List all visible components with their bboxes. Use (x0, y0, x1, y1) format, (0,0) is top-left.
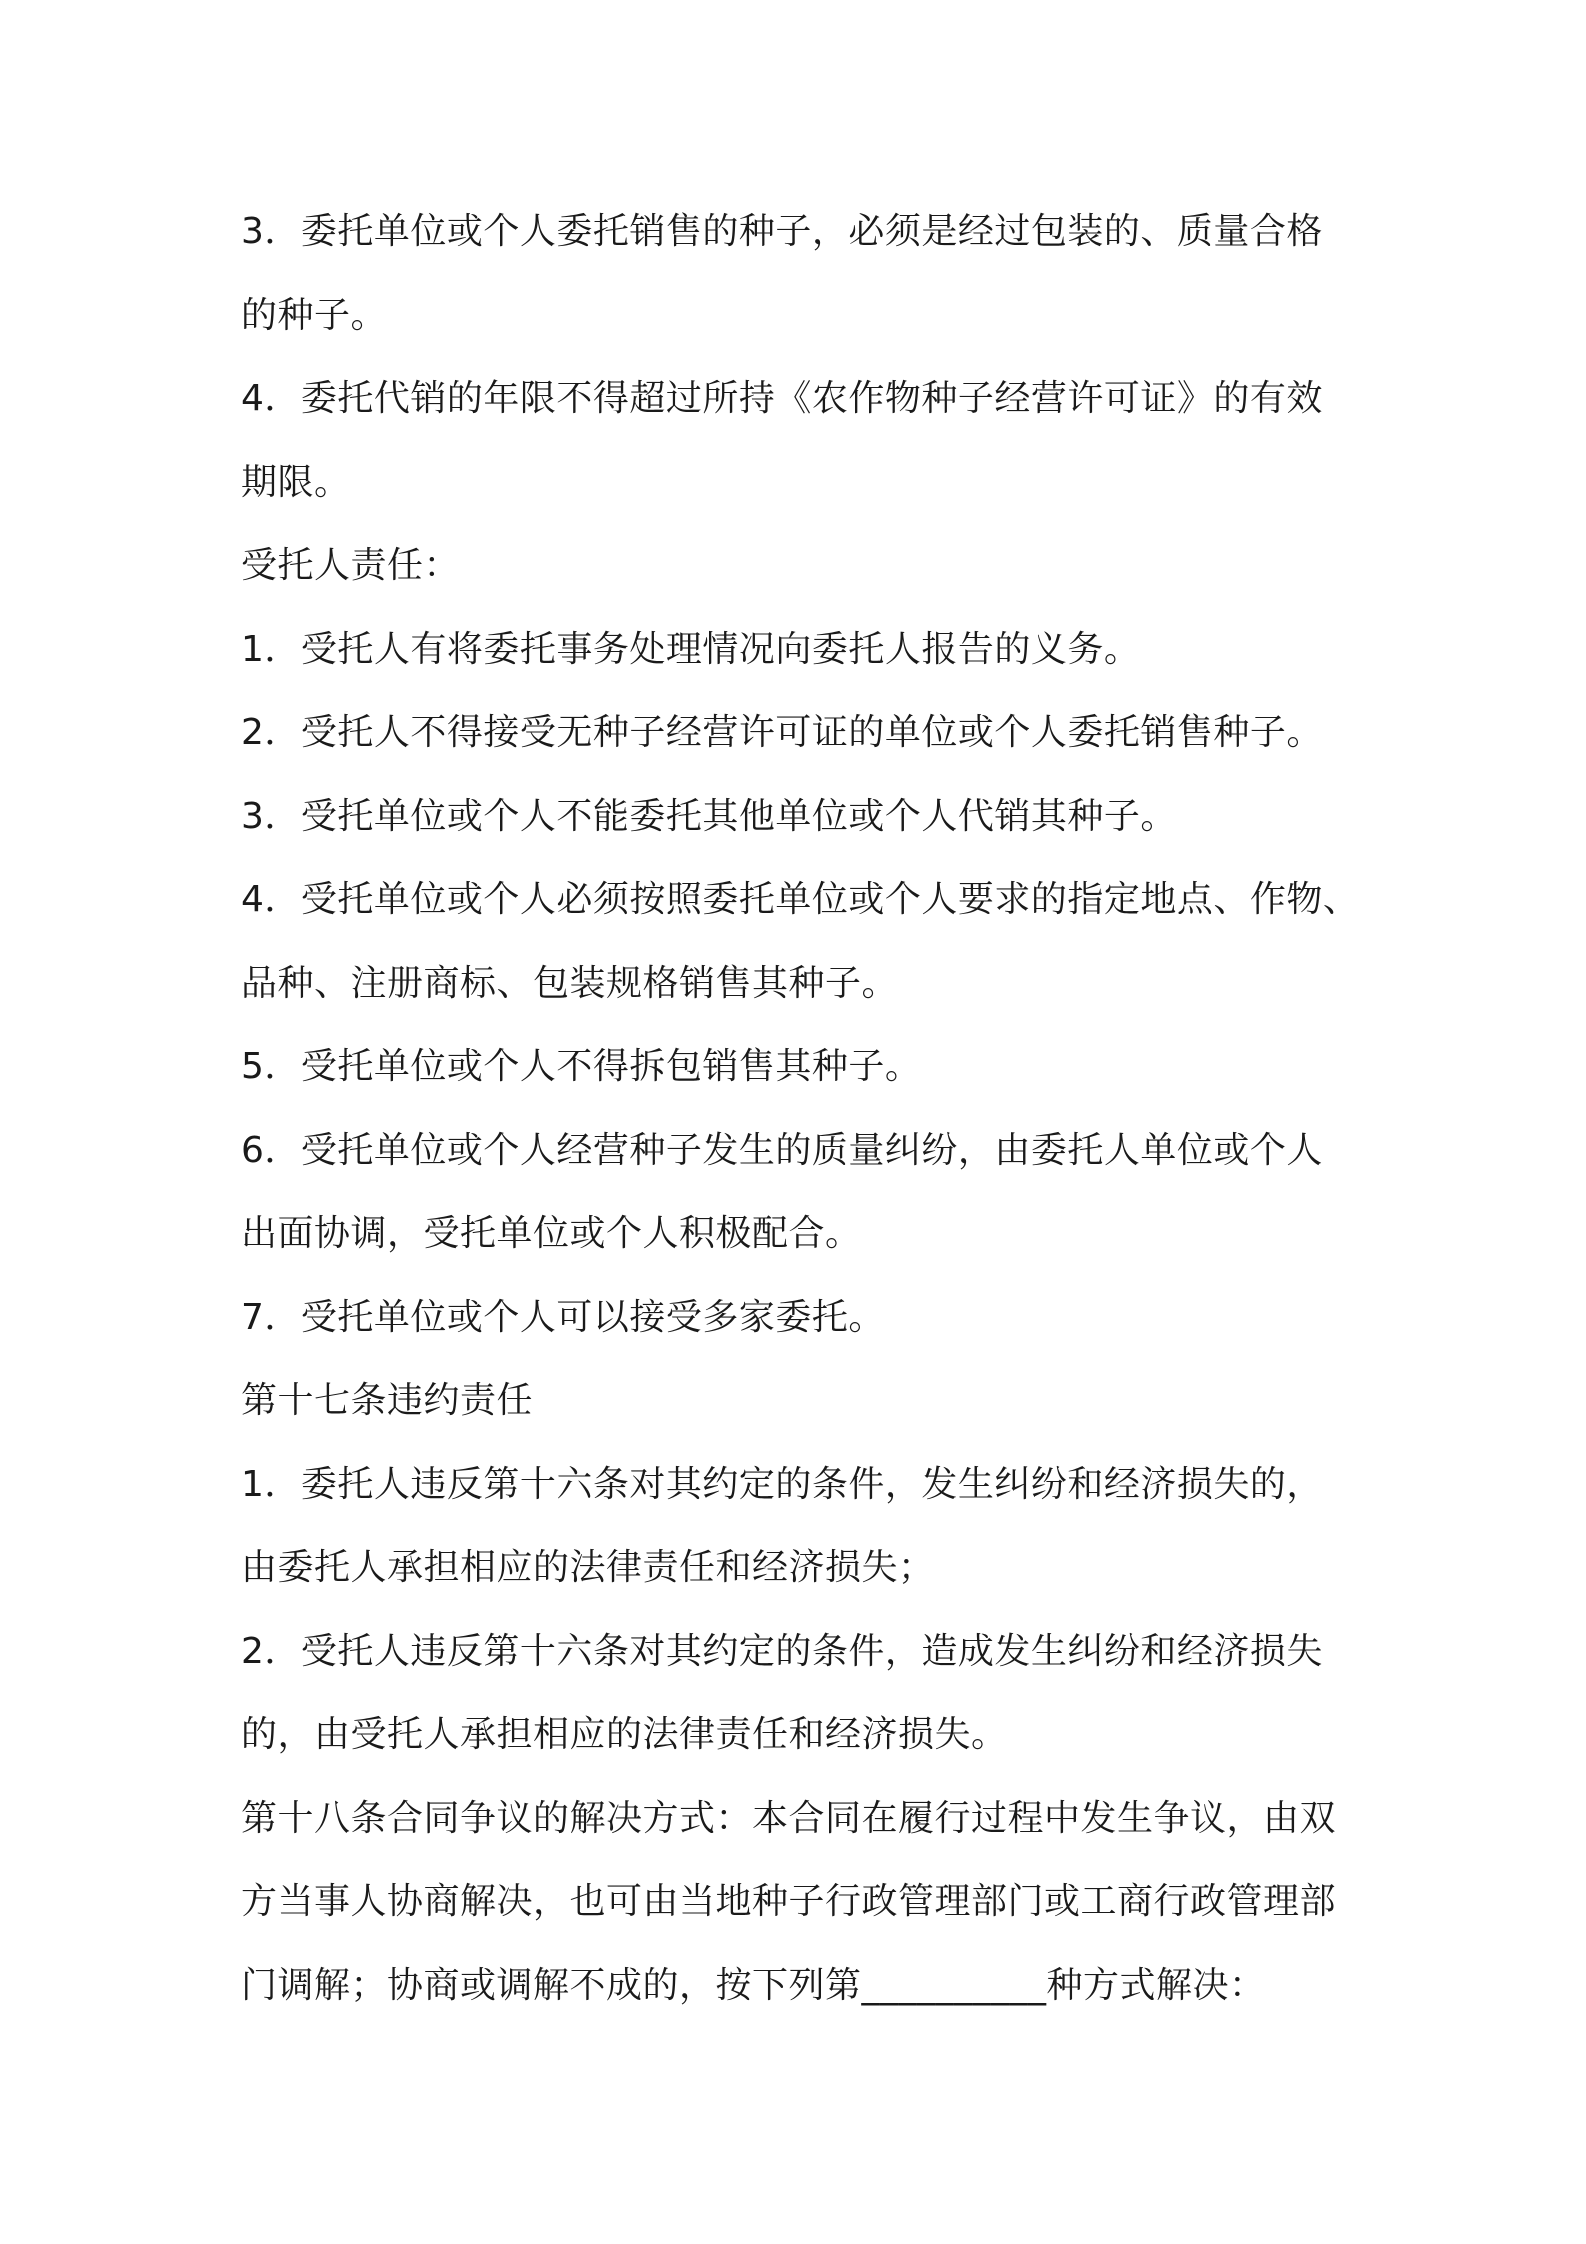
text-line: 1．受托人有将委托事务处理情况向委托人报告的义务。 (241, 628, 1141, 670)
text-line: 5．受托单位或个人不得拆包销售其种子。 (241, 1046, 922, 1087)
text-line: 7．受托单位或个人可以接受多家委托。 (241, 1296, 885, 1338)
article-heading: 第十七条违约责任 (241, 1380, 534, 1421)
section-heading: 受托人责任： (241, 545, 461, 586)
text-line: 品种、注册商标、包装规格销售其种子。 (241, 962, 899, 1004)
text-line: 期限。 (241, 461, 351, 503)
text-line: 3．受托单位或个人不能委托其他单位或个人代销其种子。 (241, 795, 1177, 837)
text-line: 4．委托代销的年限不得超过所持《农作物种子经营许可证》的有效 (241, 378, 1323, 419)
text-line: 1．委托人违反第十六条对其约定的条件，发生纠纷和经济损失的， (241, 1463, 1323, 1505)
text-line: 6．受托单位或个人经营种子发生的质量纠纷，由委托人单位或个人 (241, 1129, 1323, 1171)
text-line: 方当事人协商解决，也可由当地种子行政管理部门或工商行政管理部 (241, 1881, 1337, 1922)
text-line: 的，由受托人承担相应的法律责任和经济损失。 (241, 1714, 1008, 1755)
text-line: 第十八条合同争议的解决方式：本合同在履行过程中发生争议，由双 (241, 1797, 1337, 1839)
text-line: 门调解；协商或调解不成的，按下列第__________种方式解决： (241, 1964, 1266, 2006)
text-line: 3．委托单位或个人委托销售的种子，必须是经过包装的、质量合格 (241, 211, 1323, 252)
text-line: 由委托人承担相应的法律责任和经济损失； (241, 1547, 935, 1588)
text-line: 的种子。 (241, 294, 388, 336)
text-line: 2．受托人不得接受无种子经营许可证的单位或个人委托销售种子。 (241, 712, 1323, 753)
text-line: 2．受托人违反第十六条对其约定的条件，造成发生纠纷和经济损失 (241, 1630, 1323, 1672)
text-line: 出面协调，受托单位或个人积极配合。 (241, 1213, 862, 1254)
document-body (241, 190, 1371, 2027)
text-line: 4．受托单位或个人必须按照委托单位或个人要求的指定地点、作物、 (241, 879, 1360, 920)
